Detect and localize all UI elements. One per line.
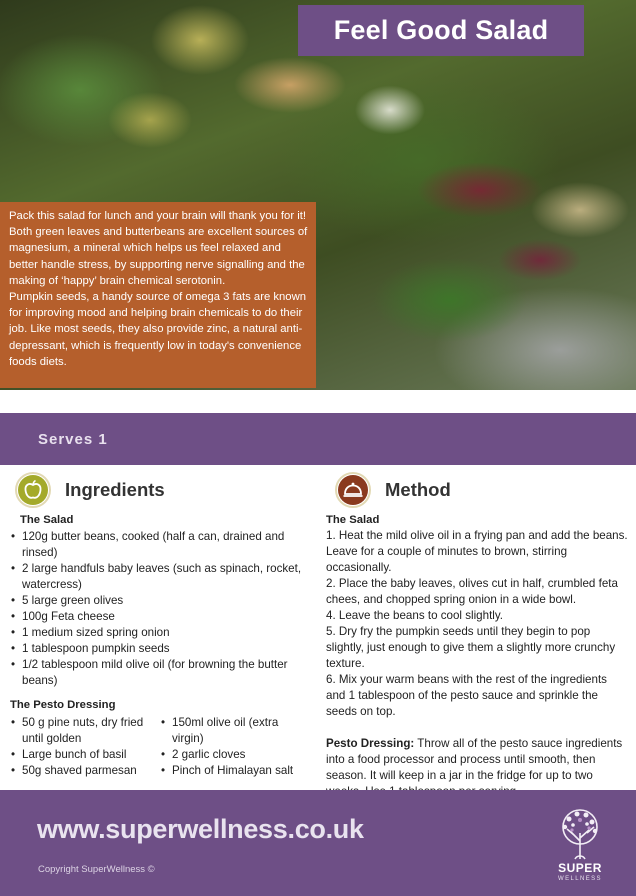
- method-salad-subheading: The Salad: [326, 514, 380, 526]
- list-item: • 1/2 tablespoon mild olive oil (for browning the butter beans): [10, 657, 310, 689]
- method-header: [335, 472, 451, 508]
- pesto-method-label: Pesto Dressing:: [326, 737, 415, 750]
- apple-icon: [17, 474, 49, 506]
- footer: [0, 790, 636, 896]
- pesto-ingredients: [10, 715, 310, 779]
- intro-paragraph-1: Pack this salad for lunch and your brain will thank you for it! Both green leaves and butterbeans are excellent sources of magnesium, a mineral which helps us feel relaxed and better handle stress, by supporting nerve signalling and the making of ‘happy’ brain chemical serotonin.: [9, 210, 308, 287]
- serves-label: Serves 1: [38, 430, 108, 448]
- pesto-list-right: [160, 715, 310, 779]
- cloche-icon: [337, 474, 369, 506]
- method-step: 5. Dry fry the pumpkin seeds until they begin to pop slightly, just enough to give them a slightly more crunchy texture.: [326, 625, 616, 670]
- method-heading: Method: [385, 479, 451, 500]
- list-item: • 100g Feta cheese: [10, 609, 310, 625]
- pesto-method-text: Throw all of the pesto sauce ingredients into a food processor and process until smooth, then season. It will keep in a jar in the fridge for up to two: [326, 737, 623, 782]
- ingredients-badge: [15, 472, 51, 508]
- list-item: • 5 large green olives: [10, 593, 310, 609]
- list-item: • Pinch of Himalayan salt: [160, 763, 310, 779]
- pesto-subheading: The Pesto Dressing: [10, 699, 116, 711]
- intro-box: [0, 202, 316, 388]
- hero-image: [0, 0, 636, 390]
- list-item: • 1 tablespoon pumpkin seeds: [10, 641, 310, 657]
- salad-subheading: The Salad: [20, 514, 74, 526]
- logo-wordmark: SUPER: [558, 861, 602, 875]
- pesto-list-left: [10, 715, 160, 779]
- list-item: • 150ml olive oil (extra virgin): [160, 715, 310, 747]
- method-step: 6. Mix your warm beans with the rest of the ingredients and 1 tablespoon of the pesto sauce and sprinkle the seeds on top.: [326, 673, 607, 718]
- ingredients-heading: Ingredients: [65, 479, 165, 500]
- salad-ingredients-list: [10, 529, 310, 689]
- logo-subtext: WELLNESS: [558, 876, 602, 882]
- website-link[interactable]: www.superwellness.co.uk: [37, 814, 364, 844]
- list-item: • Large bunch of basil: [10, 747, 152, 763]
- list-item: • 50 g pine nuts, dry fried until golden: [10, 715, 152, 747]
- method-column: [326, 512, 628, 800]
- method-badge: [335, 472, 371, 508]
- list-item: • 2 large handfuls baby leaves (such as spinach, rocket, watercress): [10, 561, 310, 593]
- copyright-text: Copyright SuperWellness ©: [38, 864, 155, 875]
- page-title: Feel Good Salad: [298, 5, 584, 56]
- list-item: • 2 garlic cloves: [160, 747, 310, 763]
- list-item: • 1 medium sized spring onion: [10, 625, 310, 641]
- serves-bar: [0, 413, 636, 465]
- method-step: 2. Place the baby leaves, olives cut in half, crumbled feta chees, and chopped spring onion in a wide bowl.: [326, 577, 618, 606]
- ingredients-header: [15, 472, 165, 508]
- method-step: 1. Heat the mild olive oil in a frying pan and add the beans. Leave for a couple of minutes to brown, stirring occasionally.: [326, 529, 628, 574]
- intro-paragraph-2: Pumpkin seeds, a handy source of omega 3 fats are known for improving mood and helping brain chemicals to do their job. Like most seeds, they also provide zinc, a natural anti-depressant, which is frequently low in today's convenience foods diets.: [9, 291, 307, 368]
- method-step: 4. Leave the beans to cool slightly.: [326, 609, 504, 622]
- ingredients-column: [10, 512, 310, 779]
- tree-logo-icon: [547, 805, 613, 861]
- list-item: • 50g shaved parmesan: [10, 763, 152, 779]
- list-item: • 120g butter beans, cooked (half a can, drained and rinsed): [10, 529, 310, 561]
- superwellness-logo: [547, 805, 617, 891]
